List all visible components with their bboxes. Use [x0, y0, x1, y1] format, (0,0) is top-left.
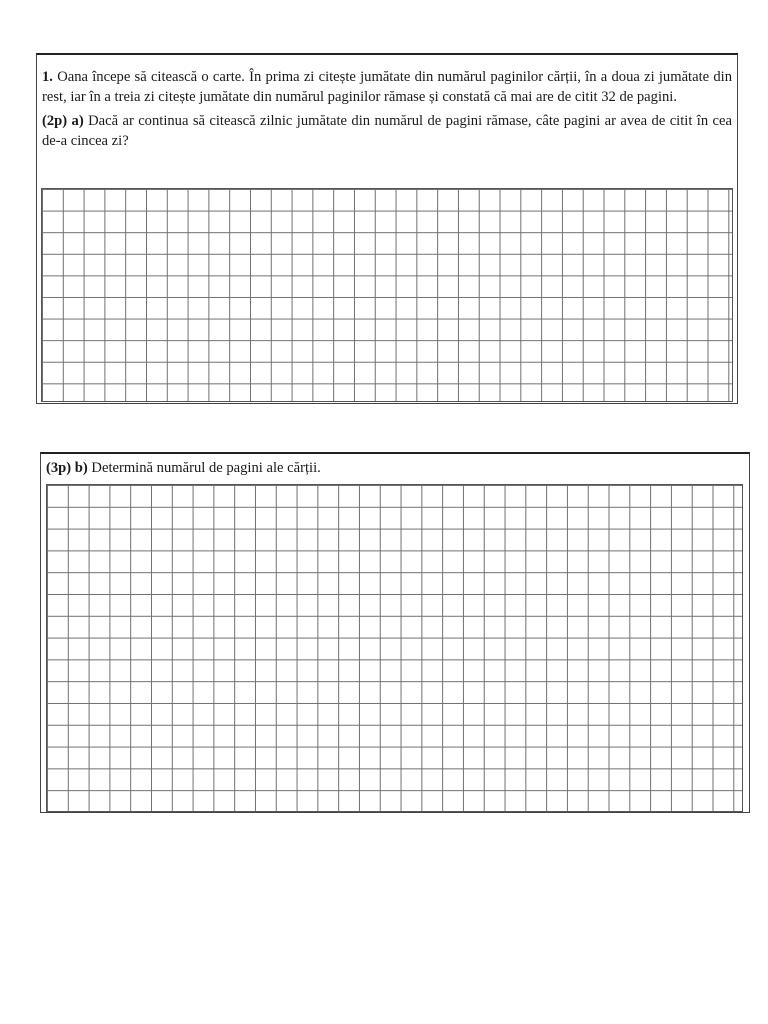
question-box-1 — [36, 53, 738, 404]
answer-grid-b[interactable] — [46, 484, 743, 812]
part-a-points: (2p) a) — [42, 113, 84, 129]
part-b-question — [46, 458, 744, 478]
part-a-question-text: Dacă ar continua să citească zilnic jumătate din numărul de pagini rămase, câte pagini ar avea de citit în cea de-a cincea zi? — [42, 113, 732, 149]
problem-statement — [42, 67, 732, 107]
part-b-points: (3p) b) — [46, 460, 88, 476]
part-b-text — [46, 458, 744, 478]
part-b-question-text: Determină numărul de pagini ale cărții. — [91, 460, 321, 476]
answer-grid-a[interactable] — [41, 188, 733, 402]
problem-statement-text: Oana începe să citească o carte. În prima zi citește jumătate din numărul paginilor cărții, în a doua zi jumătate din rest, iar în a treia zi citește jumătate din numărul paginilor rămase și constată că mai are de citit 32 de pagini. — [42, 69, 732, 105]
part-a-question — [42, 111, 732, 151]
question-box-2 — [40, 452, 750, 813]
problem-number: 1. — [42, 69, 53, 85]
problem-text — [42, 67, 732, 155]
